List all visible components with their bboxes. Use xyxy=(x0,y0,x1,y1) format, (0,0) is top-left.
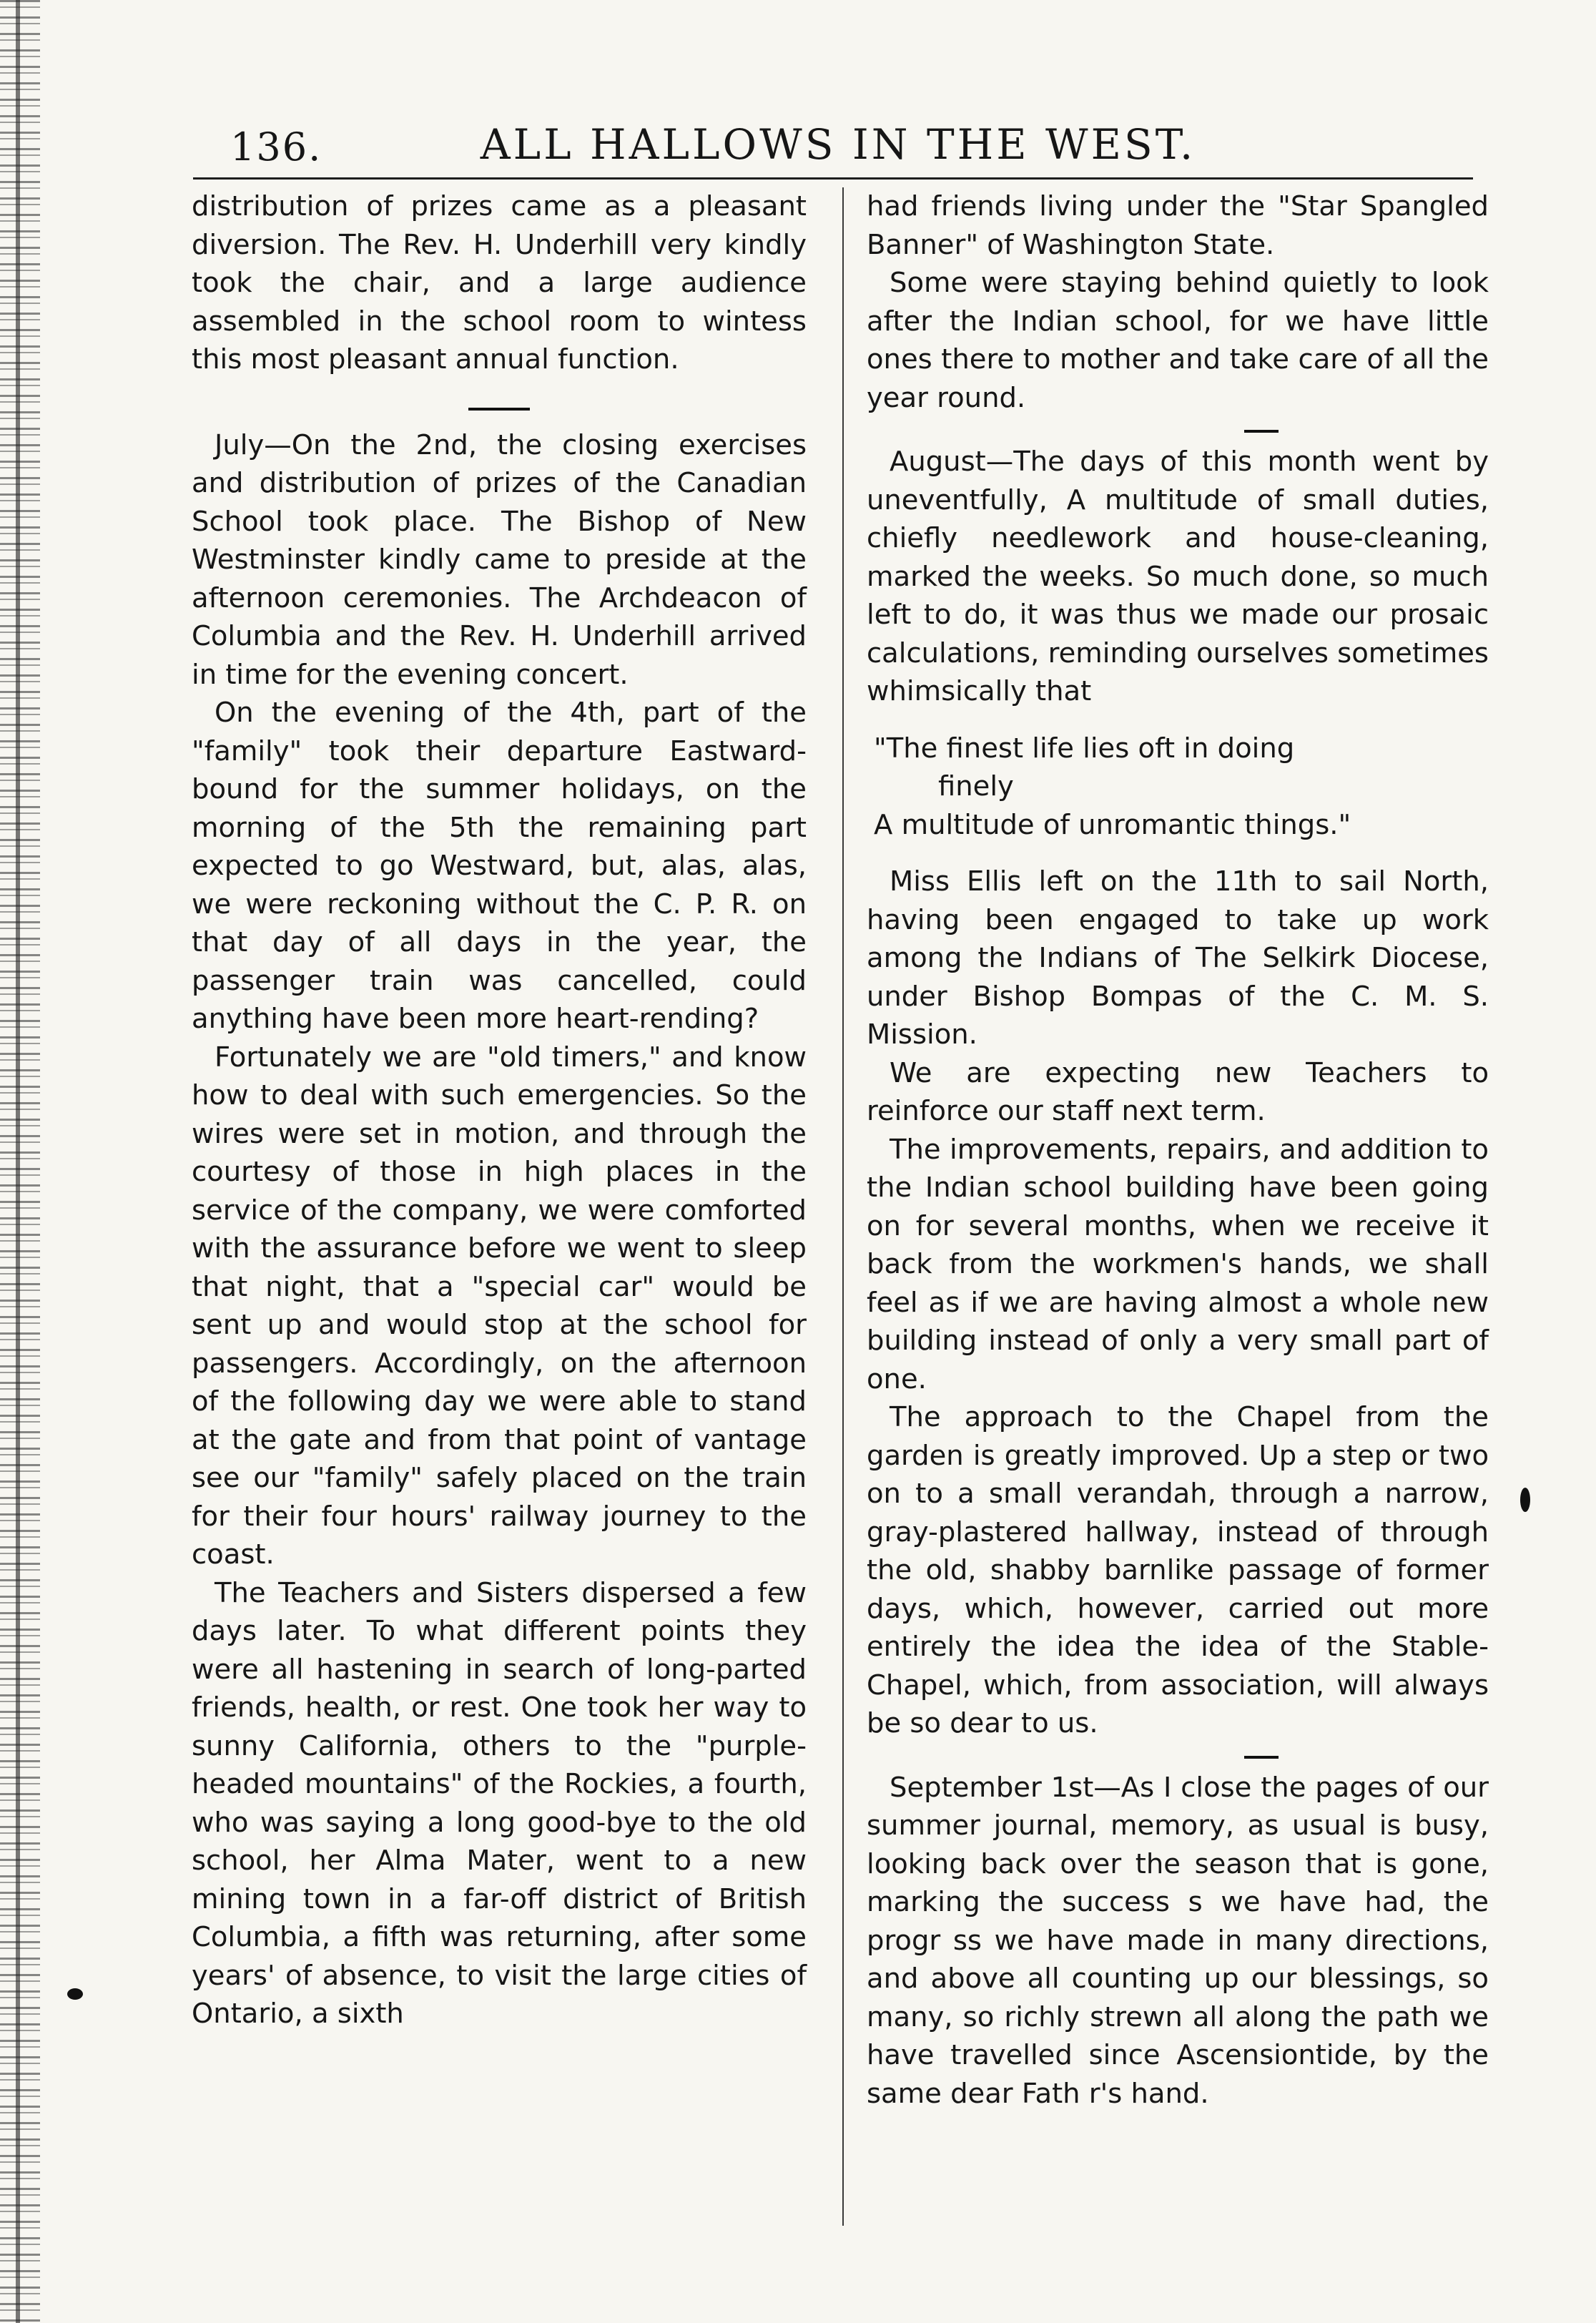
quote-line: finely xyxy=(938,770,1014,802)
ink-spot xyxy=(67,1988,83,2000)
section-divider xyxy=(1244,1756,1279,1759)
paragraph: Some were staying behind quietly to look after the Indian school, for we have little ones there to mother and take care of all the year round. xyxy=(867,267,1489,414)
paragraph: Fortunately we are "old timers," and know how to deal with such emergencies. So the wires were set in motion, and through the courtesy of those in high places in the service of the company, we were comforted with the assurance before we went to sleep that night, that a "special car" would be sent up and would stop at the school for passengers. Accordingly, on the afternoon of the following day we were able to stand at the gate and from that point of vantage see our "family" safely placed on the train for their four hours' railway journey to the coast. xyxy=(192,1041,807,1571)
paragraph: On the evening of the 4th, part of the "family" took their departure Eastward-bound for the summer holidays, on the morning of the 5th the remaining part expected to go Westward, but, alas, alas, we were reckoning without the C. P. R. on that day of all days in the year, the passenger train was cancelled, could anything have been more heart-rending? xyxy=(192,697,807,1035)
binding-edge xyxy=(0,0,40,2323)
paragraph: The approach to the Chapel from the garden is greatly improved. Up a step or two on to a small verandah, through a narrow, gray-plastered hallway, instead of through the old, shabby barnlike passage of former days, which, however, carried out more entirely the idea the idea of the Stable-Chapel, which, from association, will always be so dear to us. xyxy=(867,1401,1489,1739)
running-title: ALL HALLOWS IN THE WEST. xyxy=(480,120,1196,169)
left-column xyxy=(192,187,807,2033)
header-rule xyxy=(193,177,1473,180)
column-rule xyxy=(842,187,844,2226)
quote-line: A multitude of unromantic things." xyxy=(874,808,1351,841)
paragraph: distribution of prizes came as a pleasant diversion. The Rev. H. Underhill very kindly took the chair, and a large audience assembled in the school room to wintess this most pleasant annual function. xyxy=(192,190,807,375)
binding-rule xyxy=(16,0,20,2323)
poem-quote xyxy=(867,730,1489,845)
paragraph: Miss Ellis left on the 11th to sail North, having been engaged to take up work among the Indians of The Selkirk Diocese, under Bishop Bompas of the C. M. S. Mission. xyxy=(867,865,1489,1051)
section-divider xyxy=(468,408,530,411)
ink-spot xyxy=(1520,1488,1530,1512)
right-column xyxy=(867,187,1489,2113)
paragraph-july: July—On the 2nd, the closing exercises and distribution of prizes of the Canadian School took place. The Bishop of New Westminster kindly came to preside at the afternoon ceremonies. The Archdeacon of Columbia and the Rev. H. Underhill arrived in time for the evening concert. xyxy=(192,428,807,691)
section-divider xyxy=(1244,430,1279,433)
quote-line: "The finest life lies oft in doing xyxy=(874,732,1295,765)
paragraph: had friends living under the "Star Spangled Banner" of Washington State. xyxy=(867,190,1489,261)
paragraph-august: August—The days of this month went by uneventfully, A multitude of small duties, chiefly needlework and house-cleaning, marked the weeks. So much done, so much left to do, it was thus we made our prosaic calculations, reminding ourselves sometimes whimsically that xyxy=(867,446,1489,707)
paragraph: The Teachers and Sisters dispersed a few days later. To what different points they were all hastening in search of long-parted friends, health, or rest. One took her way to sunny California, others to the "purple-headed mountains" of the Rockies, a fourth, who was saying a long good-bye to the old school, her Alma Mater, went to a new mining town in a far-off district of British Columbia, a fifth was returning, after some years' of absence, to visit the large cities of Ontario, a sixth xyxy=(192,1576,807,2030)
page-header xyxy=(187,120,1489,177)
paragraph-september: September 1st—As I close the pages of our summer journal, memory, as usual is busy, looking back over the season that is gone, marking the success s we have had, the progr ss we have made in many directions, and above all counting up our blessings, so many, so richly strewn all along the path we have travelled since Ascensiontide, by the same dear Fath r's hand. xyxy=(867,1771,1489,2110)
paragraph: The improvements, repairs, and addition to the Indian school building have been going on for several months, when we receive it back from the workmen's hands, we shall feel as if we are having almost a whole new building instead of only a very small part of one. xyxy=(867,1133,1489,1395)
page-number: 136. xyxy=(230,124,322,170)
paragraph: We are expecting new Teachers to reinforce our staff next term. xyxy=(867,1056,1489,1127)
